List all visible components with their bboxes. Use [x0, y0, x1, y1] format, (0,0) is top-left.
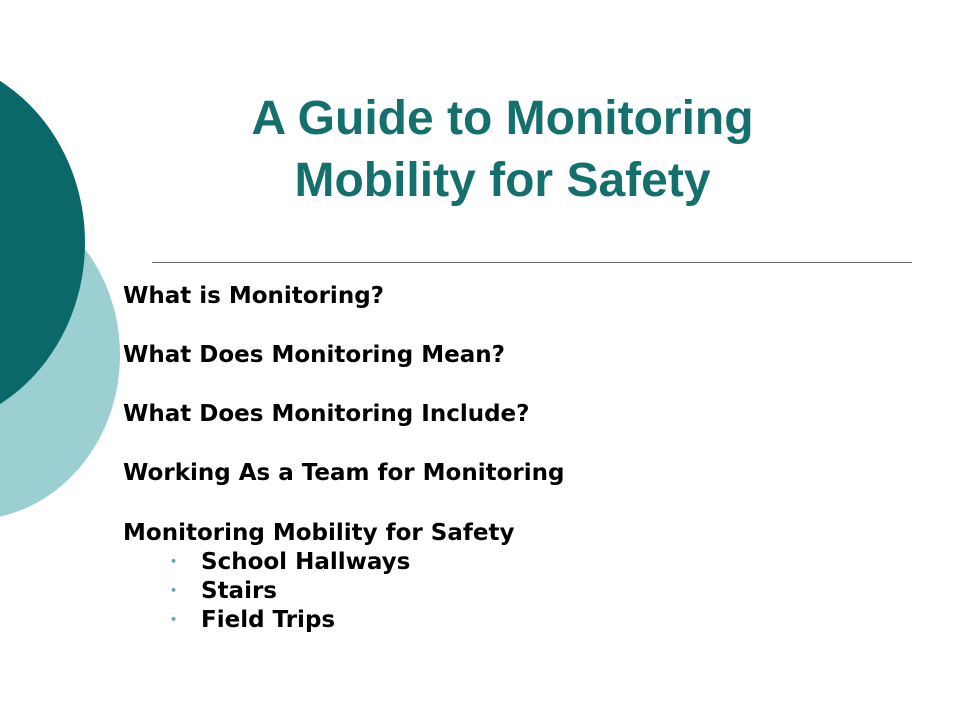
subtopic-label: Stairs: [201, 578, 277, 604]
topic-what-does-monitoring-mean: What Does Monitoring Mean?: [123, 342, 505, 368]
topic-what-is-monitoring: What is Monitoring?: [123, 283, 384, 309]
subtopic-label: Field Trips: [201, 607, 336, 633]
topic-what-does-monitoring-include: What Does Monitoring Include?: [123, 401, 530, 427]
title-line-2: Mobility for Safety: [294, 154, 711, 207]
bullet-dot-icon: •: [170, 555, 178, 568]
title-line-1: A Guide to Monitoring: [251, 92, 754, 145]
bullet-dot-icon: •: [170, 613, 178, 626]
title-divider: [152, 262, 912, 263]
bullet-dot-icon: •: [170, 584, 178, 597]
topic-monitoring-mobility-for-safety: Monitoring Mobility for Safety: [123, 520, 515, 546]
subtopic-label: School Hallways: [201, 549, 411, 575]
slide-title: [150, 88, 855, 212]
topic-working-as-team: Working As a Team for Monitoring: [123, 460, 565, 486]
